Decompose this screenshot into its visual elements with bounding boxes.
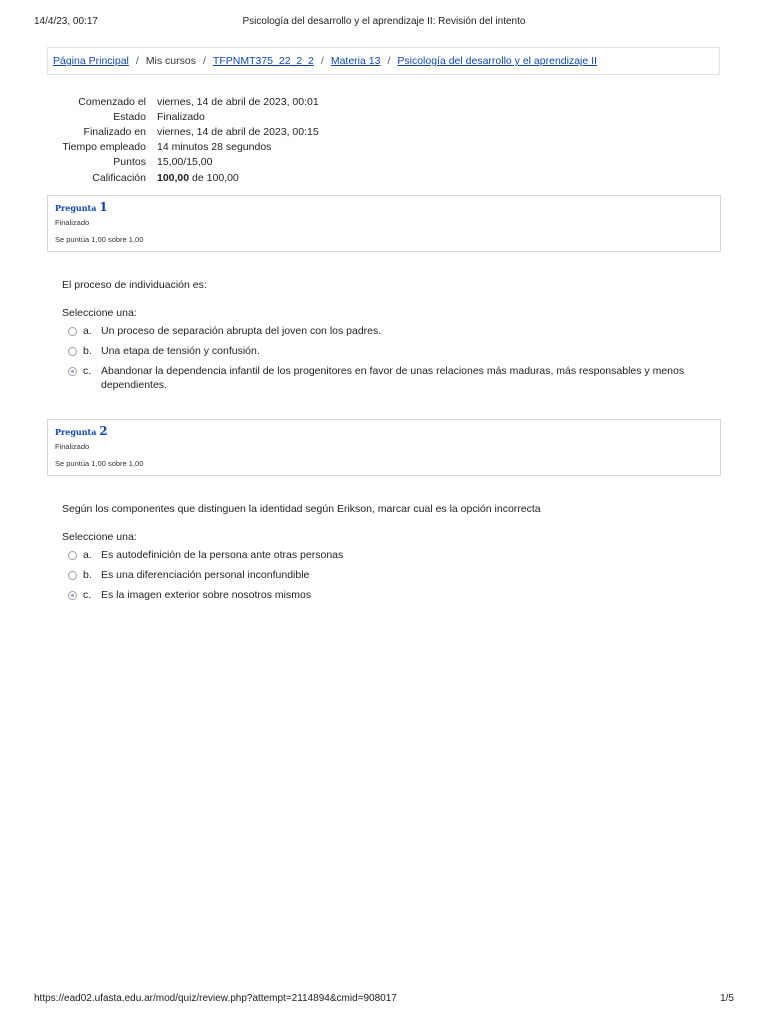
answer-text: Es una diferenciación personal inconfundible [101, 569, 310, 581]
summary-value [157, 172, 239, 184]
attempt-summary [50, 94, 319, 185]
answer-option[interactable] [68, 568, 688, 582]
question-1-info [47, 195, 721, 252]
question-grade: Se puntúa 1,00 sobre 1,00 [55, 459, 144, 468]
summary-value: viernes, 14 de abril de 2023, 00:01 [157, 95, 319, 108]
summary-label: Finalizado en [83, 125, 146, 138]
answer-letter: c. [83, 365, 92, 377]
answer-letter: b. [83, 345, 92, 357]
summary-row-points [50, 155, 319, 170]
question-number [55, 424, 713, 438]
summary-row-grade [50, 170, 319, 185]
breadcrumb-subject-link[interactable]: Materia 13 [330, 55, 381, 67]
radio-button-checked[interactable] [68, 367, 77, 376]
question-number-value: 1 [99, 200, 108, 214]
radio-button[interactable] [68, 327, 77, 336]
grade-max: de 100,00 [189, 171, 239, 184]
breadcrumb-separator: / [320, 55, 324, 67]
question-label: Pregunta [55, 203, 97, 213]
print-title: Psicología del desarrollo y el aprendizaje II: Revisión del intento [242, 16, 526, 27]
summary-value: Finalizado [157, 110, 205, 123]
answer-option[interactable] [68, 548, 688, 562]
summary-value: viernes, 14 de abril de 2023, 00:15 [157, 125, 319, 138]
breadcrumb [47, 47, 720, 75]
breadcrumb-home-link[interactable]: Página Principal [53, 55, 129, 67]
summary-row-time-taken [50, 140, 319, 155]
answer-text: Es la imagen exterior sobre nosotros mismos [101, 589, 312, 601]
question-2-answers [68, 548, 688, 608]
answer-option-selected[interactable] [68, 364, 688, 392]
answer-letter: a. [83, 325, 92, 337]
summary-row-state [50, 109, 319, 124]
print-header [34, 16, 734, 32]
breadcrumb-separator: / [387, 55, 391, 67]
answer-letter: a. [83, 549, 92, 561]
question-2-text: Según los componentes que distinguen la identidad según Erikson, marcar cual es la opción incorrecta [62, 503, 541, 515]
question-1-text: El proceso de individuación es: [62, 279, 207, 291]
answer-letter: b. [83, 569, 92, 581]
answer-text: Es autodefinición de la persona ante otras personas [101, 549, 344, 561]
breadcrumb-separator: / [203, 55, 206, 67]
breadcrumb-separator: / [135, 55, 139, 67]
question-label: Pregunta [55, 427, 97, 437]
summary-row-finished [50, 124, 319, 139]
radio-button-checked[interactable] [68, 591, 77, 600]
answer-option[interactable] [68, 324, 688, 338]
question-2-prompt: Seleccione una: [62, 531, 137, 543]
summary-value: 15,00/15,00 [157, 156, 213, 169]
question-number-value: 2 [99, 424, 108, 438]
answer-text: Una etapa de tensión y confusión. [101, 345, 260, 357]
radio-button[interactable] [68, 571, 77, 580]
radio-button[interactable] [68, 347, 77, 356]
print-page-number: 1/5 [720, 993, 734, 1004]
question-1-answers [68, 324, 688, 398]
summary-label: Calificación [92, 171, 146, 184]
breadcrumb-course-code-link[interactable]: TFPNMT375_22_2_2 [212, 55, 314, 67]
summary-row-started [50, 94, 319, 109]
answer-text: Abandonar la dependencia infantil de los progenitores en favor de unas relaciones más maduras, más responsables y menos dependientes. [101, 365, 685, 391]
answer-text: Un proceso de separación abrupta del joven con los padres. [101, 325, 382, 337]
summary-label: Estado [113, 110, 146, 123]
question-state: Finalizado [55, 218, 90, 227]
radio-button[interactable] [68, 551, 77, 560]
summary-label: Comenzado el [78, 95, 146, 108]
question-2-info [47, 419, 721, 476]
summary-label: Tiempo empleado [62, 141, 146, 154]
question-1-prompt: Seleccione una: [62, 307, 137, 319]
summary-value: 14 minutos 28 segundos [157, 141, 272, 154]
grade-score: 100,00 [157, 171, 190, 184]
summary-label: Puntos [113, 156, 146, 169]
breadcrumb-quiz-link[interactable]: Psicología del desarrollo y el aprendizaje II [397, 55, 597, 67]
print-footer [34, 993, 734, 1007]
question-number [55, 200, 713, 214]
question-state: Finalizado [55, 442, 90, 451]
answer-option[interactable] [68, 344, 688, 358]
answer-letter: c. [83, 589, 92, 601]
question-grade: Se puntúa 1,00 sobre 1,00 [55, 235, 144, 244]
print-url: https://ead02.ufasta.edu.ar/mod/quiz/review.php?attempt=2114894&cmid=908017 [34, 993, 397, 1004]
print-date: 14/4/23, 00:17 [34, 16, 98, 27]
answer-option-selected[interactable] [68, 588, 688, 602]
breadcrumb-my-courses: Mis cursos [145, 55, 196, 67]
